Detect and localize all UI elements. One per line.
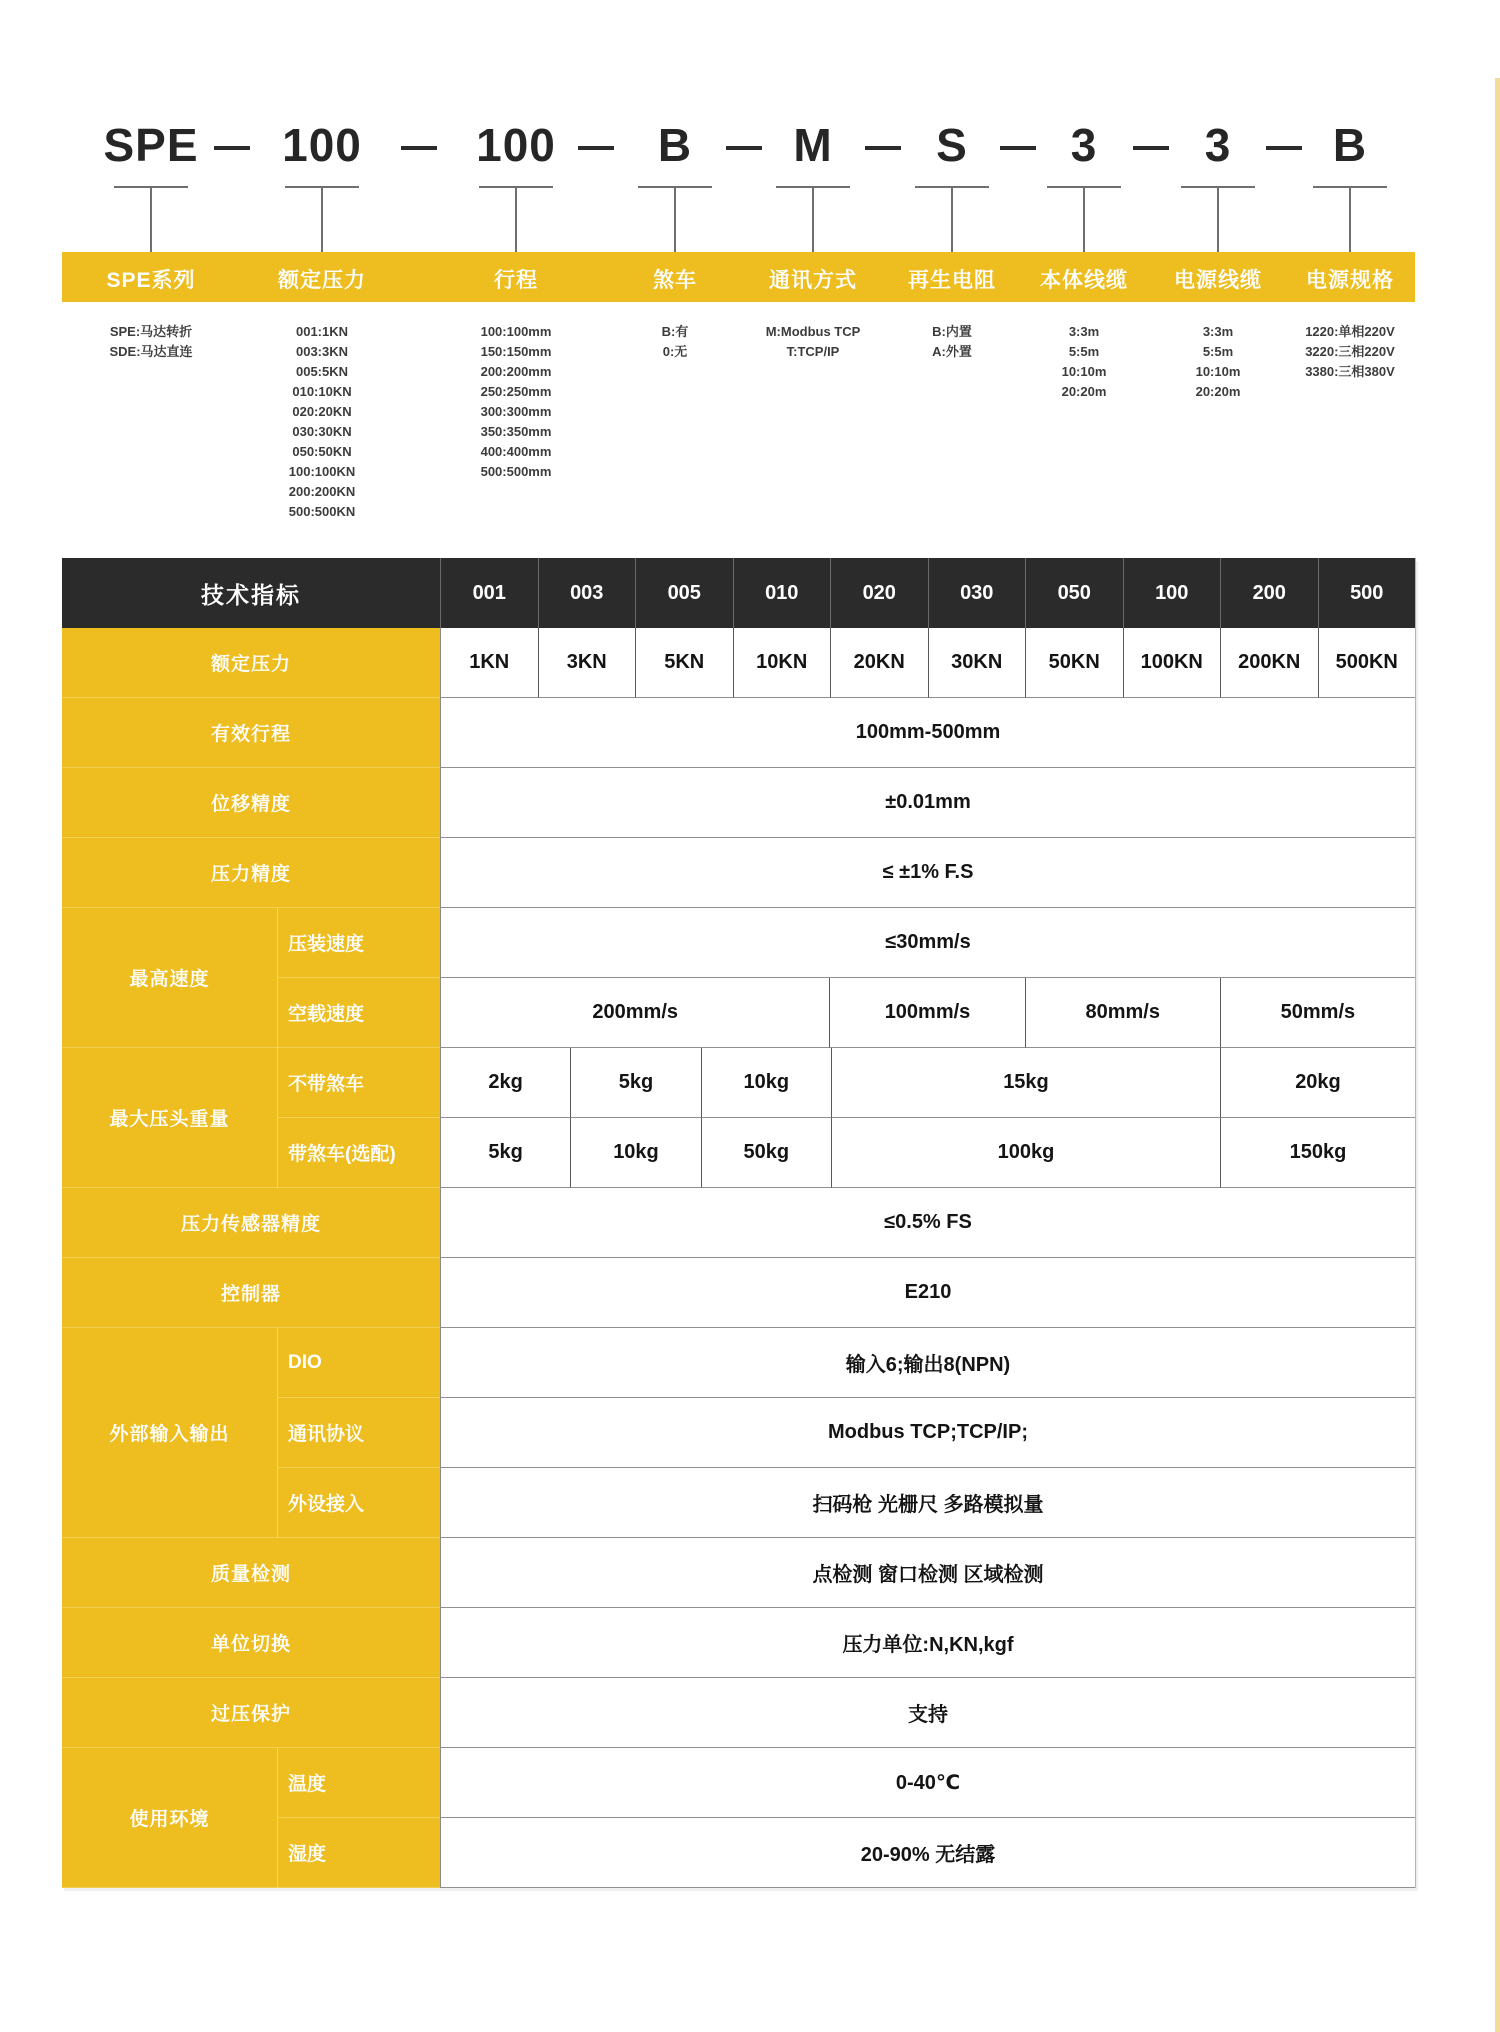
table-cell: 输入6;输出8(NPN) — [441, 1328, 1415, 1398]
legend-options — [662, 322, 689, 362]
legend-option: 020:20KN — [292, 404, 352, 419]
table-cell: 80mm/s — [1025, 978, 1220, 1048]
column-header: 003 — [538, 558, 636, 628]
table-row — [62, 1678, 1415, 1748]
table-cell: 2kg — [441, 1048, 570, 1118]
legend-option: 3:3m — [1202, 324, 1234, 339]
table-cell: ≤30mm/s — [441, 908, 1415, 978]
legend-option: 100:100KN — [288, 464, 356, 479]
legend-option: T:TCP/IP — [786, 344, 840, 359]
table-cell: 1KN — [441, 628, 538, 698]
row-label: 控制器 — [62, 1258, 440, 1328]
connector-line — [515, 186, 517, 252]
legend-column-header: 煞车 — [653, 269, 697, 292]
column-header: 005 — [635, 558, 733, 628]
group-label: 最大压头重量 — [62, 1048, 277, 1188]
table-cell: 100kg — [831, 1118, 1220, 1188]
legend-option: 20:20m — [1061, 384, 1107, 399]
row-label: 单位切换 — [62, 1608, 440, 1678]
legend-option: 20:20m — [1195, 384, 1241, 399]
table-row — [277, 1748, 1415, 1818]
table-row — [277, 1398, 1415, 1468]
code-dash — [214, 146, 250, 150]
legend-option: 005:5KN — [295, 364, 349, 379]
table-cell: 20KN — [830, 628, 928, 698]
column-header: 010 — [733, 558, 831, 628]
table-cell: 20kg — [1220, 1048, 1415, 1118]
table-cell: 50mm/s — [1220, 978, 1415, 1048]
table-row — [62, 1188, 1415, 1258]
legend-options — [1062, 322, 1107, 402]
column-header: 001 — [440, 558, 538, 628]
table-cell: 15kg — [831, 1048, 1220, 1118]
legend-options — [1196, 322, 1241, 402]
connector-line — [1217, 186, 1219, 252]
row-sublabel: 带煞车(选配) — [277, 1118, 440, 1188]
connector-line — [674, 186, 676, 252]
legend-option: M:Modbus TCP — [765, 324, 861, 339]
row-label: 过压保护 — [62, 1678, 440, 1748]
model-code-segment: M — [793, 119, 833, 171]
group-label: 最高速度 — [62, 908, 277, 1048]
table-cell: ±0.01mm — [441, 768, 1415, 838]
table-cell: 200mm/s — [441, 978, 829, 1048]
legend-column-header: 电源线缆 — [1174, 269, 1262, 292]
legend-column-header: 通讯方式 — [769, 269, 857, 292]
legend-column-header: 电源规格 — [1306, 269, 1394, 292]
legend-option: 5:5m — [1202, 344, 1234, 359]
table-cell: 5KN — [635, 628, 733, 698]
table-cell: 10kg — [570, 1118, 700, 1188]
table-cell: 10kg — [701, 1048, 831, 1118]
table-row — [62, 698, 1415, 768]
table-cell: ≤ ±1% F.S — [441, 838, 1415, 908]
row-label: 有效行程 — [62, 698, 440, 768]
model-code-segment: 100 — [282, 119, 362, 171]
legend-column-header: SPE系列 — [106, 269, 196, 292]
connector-line — [1083, 186, 1085, 252]
legend-option: 200:200mm — [480, 364, 552, 379]
legend-options — [289, 322, 356, 522]
legend-option: 001:1KN — [295, 324, 349, 339]
row-sublabel: 不带煞车 — [277, 1048, 440, 1118]
legend-option: 10:10m — [1061, 364, 1107, 379]
legend-option: 400:400mm — [480, 444, 552, 459]
model-code-segment: B — [1332, 119, 1368, 171]
row-sublabel: DIO — [277, 1328, 440, 1398]
legend-column-header: 额定压力 — [278, 269, 366, 292]
row-label: 位移精度 — [62, 768, 440, 838]
legend-option: 3380:三相380V — [1305, 364, 1395, 379]
row-sublabel: 通讯协议 — [277, 1398, 440, 1468]
table-cell: 100mm-500mm — [441, 698, 1415, 768]
table-row — [62, 1608, 1415, 1678]
row-sublabel: 湿度 — [277, 1818, 440, 1888]
row-label: 压力传感器精度 — [62, 1188, 440, 1258]
table-cell: 0-40℃ — [441, 1748, 1415, 1818]
legend-option: B:有 — [661, 324, 689, 339]
table-cell: 点检测 窗口检测 区域检测 — [441, 1538, 1415, 1608]
table-row — [277, 1118, 1415, 1188]
code-dash — [1133, 146, 1169, 150]
legend-option: 200:200KN — [288, 484, 356, 499]
legend-options — [1305, 322, 1395, 382]
table-header-row — [62, 558, 1415, 628]
table-row — [277, 908, 1415, 978]
table-row — [277, 1818, 1415, 1888]
legend-option: B:内置 — [932, 324, 972, 339]
code-dash — [865, 146, 901, 150]
legend-option: 5:5m — [1068, 344, 1100, 359]
table-cell: 500KN — [1318, 628, 1416, 698]
page-edge-accent — [1495, 78, 1500, 2032]
legend-options — [481, 322, 552, 482]
column-header: 100 — [1123, 558, 1221, 628]
table-cell: 50KN — [1025, 628, 1123, 698]
table-cell: 30KN — [928, 628, 1026, 698]
table-row — [62, 1258, 1415, 1328]
table-cell: 20-90% 无结露 — [441, 1818, 1415, 1888]
column-header: 030 — [928, 558, 1026, 628]
column-header: 500 — [1318, 558, 1416, 628]
legend-option: SPE:马达转折 — [109, 324, 193, 339]
column-header: 050 — [1025, 558, 1123, 628]
legend-option: 350:350mm — [480, 424, 552, 439]
legend-option: 1220:单相220V — [1305, 324, 1395, 339]
legend-option: 500:500KN — [288, 504, 356, 519]
model-code-segment: S — [936, 119, 968, 171]
table-row-group — [62, 1748, 1415, 1888]
legend-option: 050:50KN — [292, 444, 352, 459]
legend-column-header: 本体线缆 — [1040, 269, 1128, 292]
table-cell: ≤0.5% FS — [441, 1188, 1415, 1258]
legend-option: 100:100mm — [480, 324, 552, 339]
group-label: 外部输入输出 — [62, 1328, 277, 1538]
row-sublabel: 外设接入 — [277, 1468, 440, 1538]
table-row — [62, 628, 1415, 698]
legend-option: 0:无 — [662, 344, 688, 359]
column-header: 200 — [1220, 558, 1318, 628]
table-row-group — [62, 908, 1415, 1048]
legend-option: 3:3m — [1068, 324, 1100, 339]
table-cell: 5kg — [570, 1048, 700, 1118]
connector-line — [321, 186, 323, 252]
table-cell: 5kg — [441, 1118, 570, 1188]
group-label: 使用环境 — [62, 1748, 277, 1888]
connector-line — [951, 186, 953, 252]
legend-options — [766, 322, 861, 362]
code-dash — [726, 146, 762, 150]
table-cell: 扫码枪 光栅尺 多路模拟量 — [441, 1468, 1415, 1538]
table-cell: 压力单位:N,KN,kgf — [441, 1608, 1415, 1678]
code-dash — [1000, 146, 1036, 150]
legend-option: 150:150mm — [480, 344, 552, 359]
legend-option: A:外置 — [932, 344, 972, 359]
row-sublabel: 温度 — [277, 1748, 440, 1818]
table-row — [62, 838, 1415, 908]
table-row-group — [62, 1328, 1415, 1538]
code-dash — [401, 146, 437, 150]
table-row — [277, 1328, 1415, 1398]
table-cell: E210 — [441, 1258, 1415, 1328]
model-code-segment: 3 — [1070, 119, 1098, 171]
code-dash — [1266, 146, 1302, 150]
table-row — [62, 768, 1415, 838]
legend-option: 3220:三相220V — [1305, 344, 1395, 359]
legend-option: 010:10KN — [292, 384, 352, 399]
legend-options — [109, 322, 192, 362]
row-label: 额定压力 — [62, 628, 440, 698]
code-dash — [578, 146, 614, 150]
legend-option: 003:3KN — [295, 344, 349, 359]
table-cell: 10KN — [733, 628, 831, 698]
model-code-segment: 100 — [476, 119, 556, 171]
spec-table — [62, 558, 1416, 1888]
connector-line — [150, 186, 152, 252]
row-label: 质量检测 — [62, 1538, 440, 1608]
table-cell: 50kg — [701, 1118, 831, 1188]
legend-option: SDE:马达直连 — [109, 344, 193, 359]
connector-line — [1349, 186, 1351, 252]
model-code-segment: SPE — [103, 119, 199, 171]
table-cell: 100KN — [1123, 628, 1221, 698]
table-title: 技术指标 — [201, 581, 301, 608]
table-cell: 支持 — [441, 1678, 1415, 1748]
legend-option: 10:10m — [1195, 364, 1241, 379]
model-code-segment: 3 — [1204, 119, 1232, 171]
column-header: 020 — [830, 558, 928, 628]
legend-option: 300:300mm — [480, 404, 552, 419]
row-sublabel: 空载速度 — [277, 978, 440, 1048]
table-row — [277, 1048, 1415, 1118]
legend-options — [932, 322, 972, 362]
table-row — [62, 1538, 1415, 1608]
table-cell: 100mm/s — [829, 978, 1024, 1048]
table-row-group — [62, 1048, 1415, 1188]
legend-column-header: 再生电阻 — [908, 269, 996, 292]
legend-column-header: 行程 — [494, 269, 538, 292]
legend-option: 500:500mm — [480, 464, 552, 479]
table-cell: 3KN — [538, 628, 636, 698]
row-label: 压力精度 — [62, 838, 440, 908]
table-cell: Modbus TCP;TCP/IP; — [441, 1398, 1415, 1468]
model-code-segment: B — [657, 119, 693, 171]
table-row — [277, 1468, 1415, 1538]
legend-option: 250:250mm — [480, 384, 552, 399]
table-cell: 150kg — [1220, 1118, 1415, 1188]
table-row — [277, 978, 1415, 1048]
table-cell: 200KN — [1220, 628, 1318, 698]
connector-line — [812, 186, 814, 252]
row-sublabel: 压装速度 — [277, 908, 440, 978]
legend-option: 030:30KN — [292, 424, 352, 439]
